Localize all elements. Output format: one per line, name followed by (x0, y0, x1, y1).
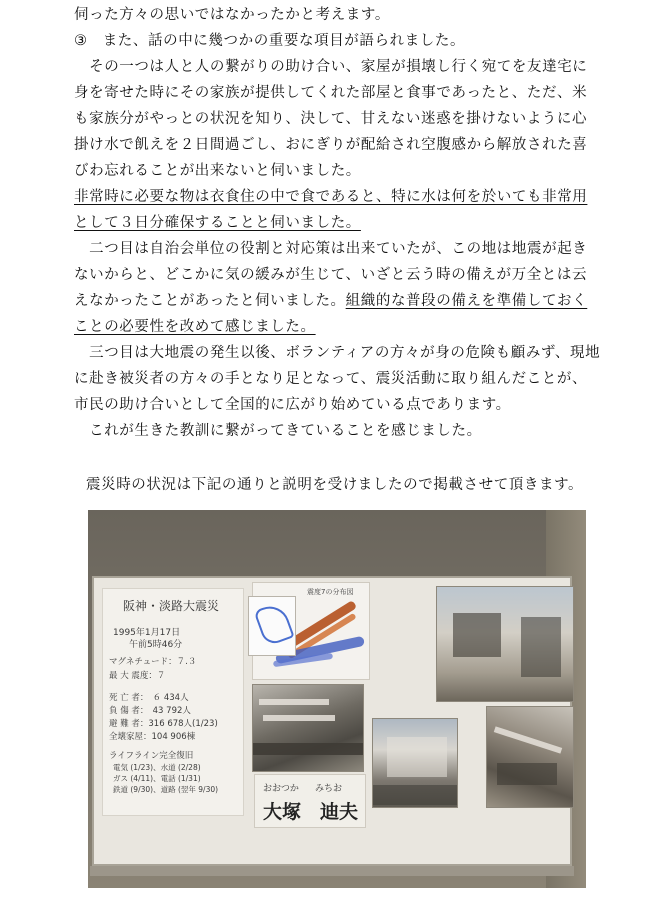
photo-caption: 震災時の状況は下記の通りと説明を受けましたので掲載させて頂きます。 (86, 477, 584, 493)
name-reading: おおつか (263, 784, 299, 794)
text-span: えなかったことがあったと伺いました。 (74, 293, 346, 309)
text-line: ③ また、話の中に幾つかの重要な項目が語られました。 (74, 33, 466, 49)
text-line: 掛け水で飢えを２日間過ごし、おにぎりが配給され空腹感から解放された喜 (74, 137, 588, 153)
text-line: も家族分がやっとの状況を知り、決して、甘えない迷惑を掛けないように心 (74, 111, 588, 127)
text-line: その一つは人と人の繋がりの助け合い、家屋が損壊し行く宛てを友達宅に (74, 59, 588, 75)
lifeline-item: 鉄道 (9/30)、道路 (翌年 9/30) (113, 785, 219, 794)
lifeline-title: ライフライン完全復旧 (109, 751, 194, 761)
damaged-hotel-photo (372, 718, 458, 808)
underlined-text-span: 組織的な普段の備えを準備しておく (345, 293, 588, 309)
magnitude: マグネチュード：７.３ (109, 657, 197, 667)
exhibit-photo (88, 510, 586, 888)
display-board (92, 576, 572, 866)
text-line: 市民の助け合いとして全国的に広がり始めている点であります。 (74, 397, 511, 413)
text-line: 三つ目は大地震の発生以後、ボランティアの方々が身の危険も顧みず、現地 (74, 345, 601, 361)
text-line: びわ忘れることが出来ないと伺いました。 (74, 163, 361, 179)
name-reading: みちお (315, 784, 343, 794)
speaker-name: 大塚 迪夫 (263, 801, 359, 823)
quake-date: 1995年1月17日 (113, 628, 181, 638)
lifeline-item: ガス (4/11)、電話 (1/31) (113, 774, 201, 783)
evacuees: 避 難 者：316 678人(1/23) (109, 719, 218, 729)
text-line: ないからと、どこかに気の緩みが生じて、いざと云う時の備えが万全とは云 (74, 267, 588, 283)
island-outline (253, 601, 294, 647)
text-line: 二つ目は自治会単位の役割と対応策は出来ていたが、この地は地震が起き (74, 241, 588, 257)
text-line (74, 292, 587, 310)
max-intensity: 最 大 震度：７ (109, 671, 166, 681)
text-line: 身を寄せた時にその家族が提供してくれた部屋と食事であったと、ただ、米 (74, 85, 588, 101)
map-inset (248, 596, 296, 656)
text-line: これが生きた教訓に繋がってきていることを感じました。 (74, 423, 482, 439)
board-title: 阪神・淡路大震災 (123, 599, 220, 613)
destroyed-houses: 全壊家屋：104 906棟 (109, 732, 196, 742)
map-title: 震度7の分布図 (307, 588, 354, 596)
collapsed-building-photo (252, 684, 364, 772)
board-ledge (90, 866, 574, 876)
text-line: に赴き被災者の方々の手となり足となって、震災活動に取り組んだことが、 (74, 371, 588, 387)
quake-time: 午前5時46分 (129, 640, 183, 650)
underlined-text-line: 非常時に必要な物は衣食住の中で食であると、特に水は何を於いても非常用 (74, 189, 588, 205)
injured: 負 傷 者： 43 792人 (109, 706, 191, 716)
collapsed-street-photo (486, 706, 574, 808)
info-sheet (102, 588, 244, 816)
lifeline-item: 電気 (1/23)、水道 (2/28) (113, 763, 201, 772)
underlined-text-line: ことの必要性を改めて感じました。 (74, 319, 316, 335)
deaths: 死 亡 者： ６ 434人 (109, 693, 189, 703)
destroyed-houses-photo (436, 586, 574, 702)
text-line: 伺った方々の思いではなかったかと考えます。 (74, 7, 390, 23)
underlined-text-line: として３日分確保することと伺いました。 (74, 215, 361, 231)
speaker-name-card (254, 774, 366, 828)
